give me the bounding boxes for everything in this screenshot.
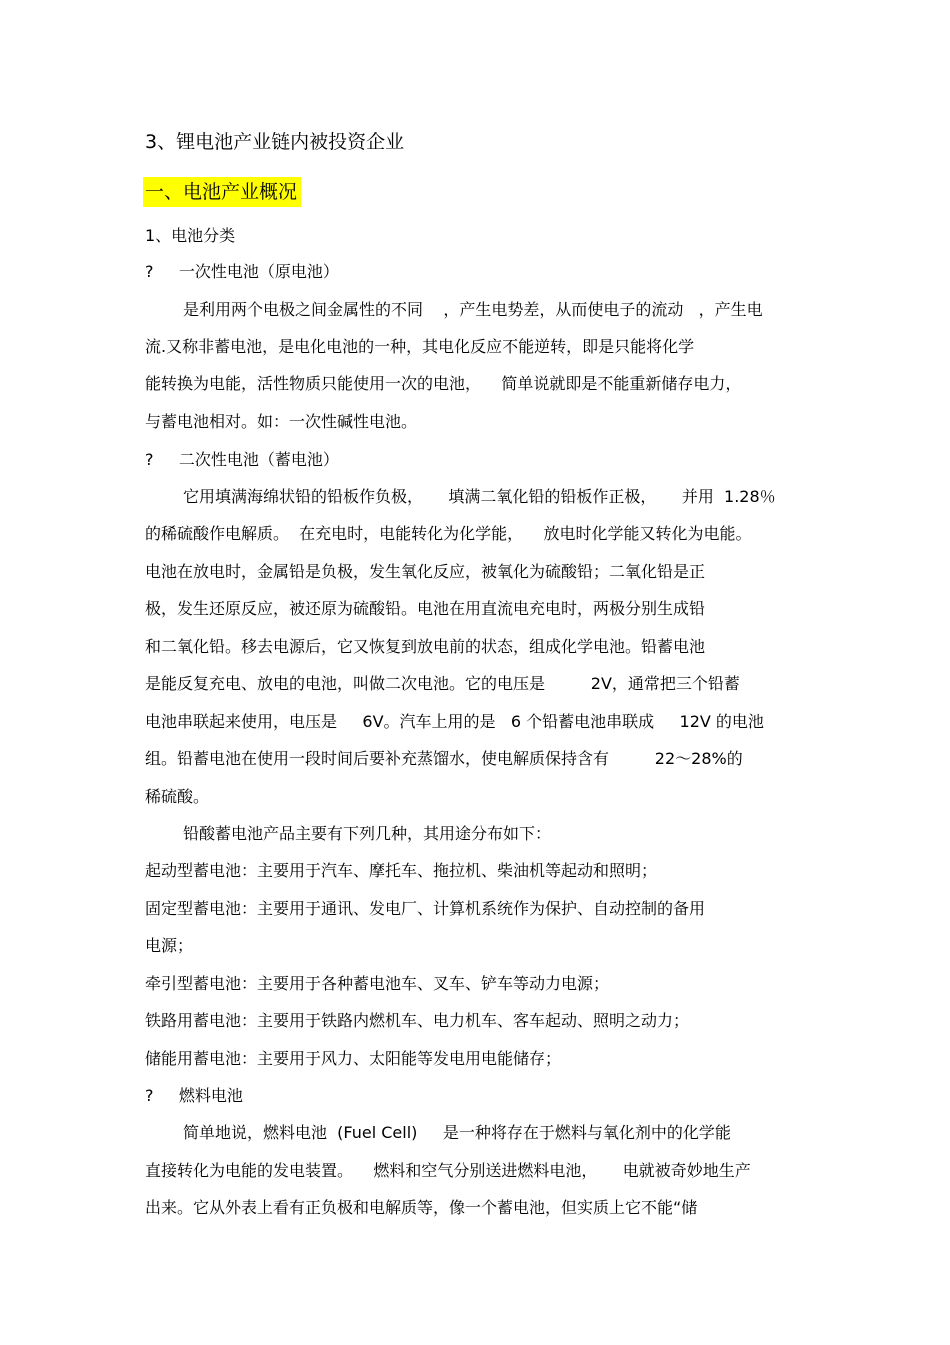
paragraph-line: 和二氧化铅。移去电源后，它又恢复到放电前的状态，组成化学电池。铅蓄电池 [145,637,706,656]
paragraph-line: 直接转化为电能的发电装置。 燃料和空气分别送进燃料电池， 电就被奇妙地生产 [145,1161,751,1180]
paragraph-line: 简单地说，燃料电池 (Fuel Cell) 是一种将存在于燃料与氧化剂中的化学能 [183,1123,731,1142]
list-item: 电源； [145,936,194,955]
paragraph-line: 与蓄电池相对。如：一次性碱性电池。 [145,412,418,431]
paragraph-line: 它用填满海绵状铅的铅板作负极， 填满二氧化铅的铅板作正极， 并用 1.28％ [183,487,776,506]
list-item: 储能用蓄电池：主要用于风力、太阳能等发电用电能储存； [145,1049,562,1068]
paragraph-line: 流.又称非蓄电池，是电化电池的一种，其电化反应不能逆转，即是只能将化学 [145,337,695,356]
paragraph-line: 能转换为电能，活性物质只能使用一次的电池， 简单说就即是不能重新储存电力， [145,374,742,393]
bullet-heading: ? 一次性电池（原电池） [145,262,339,281]
paragraph-line: 是能反复充电、放电的电池，叫做二次电池。它的电压是 2V，通常把三个铅蓄 [145,674,740,693]
list-item: 铁路用蓄电池：主要用于铁路内燃机车、电力机车、客车起动、照明之动力； [145,1011,690,1030]
document-title: 3、锂电池产业链内被投资企业 [145,131,405,153]
section-title-highlighted: 一、电池产业概况 [143,177,301,207]
paragraph-line: 铅酸蓄电池产品主要有下列几种，其用途分布如下： [183,824,552,843]
paragraph-line: 是利用两个电极之间金属性的不同 ，产生电势差，从而使电子的流动 ，产生电 [183,300,763,319]
paragraph-line: 电池串联起来使用，电压是 6V。汽车上用的是 6 个铅蓄电池串联成 12V 的电池 [145,712,764,731]
bullet-heading: ? 二次性电池（蓄电池） [145,450,339,469]
list-item: 固定型蓄电池：主要用于通讯、发电厂、计算机系统作为保护、自动控制的备用 [145,899,706,918]
bullet-heading: ? 燃料电池 [145,1086,243,1105]
paragraph-line: 电池在放电时，金属铅是负极，发生氧化反应，被氧化为硫酸铅；二氧化铅是正 [145,562,706,581]
paragraph-line: 出来。它从外表上看有正负极和电解质等，像一个蓄电池，但实质上它不能“储 [145,1198,698,1217]
list-item: 起动型蓄电池：主要用于汽车、摩托车、拖拉机、柴油机等起动和照明； [145,861,658,880]
paragraph-line: 极，发生还原反应，被还原为硫酸铅。电池在用直流电充电时，两极分别生成铅 [145,599,706,618]
subsection-heading: 1、电池分类 [145,226,236,245]
list-item: 牵引型蓄电池：主要用于各种蓄电池车、叉车、铲车等动力电源； [145,974,610,993]
paragraph-line: 稀硫酸。 [145,787,210,806]
paragraph-line: 组。铅蓄电池在使用一段时间后要补充蒸馏水，使电解质保持含有 22～28%的 [145,749,743,768]
paragraph-line: 的稀硫酸作电解质。 在充电时，电能转化为化学能， 放电时化学能又转化为电能。 [145,524,752,543]
